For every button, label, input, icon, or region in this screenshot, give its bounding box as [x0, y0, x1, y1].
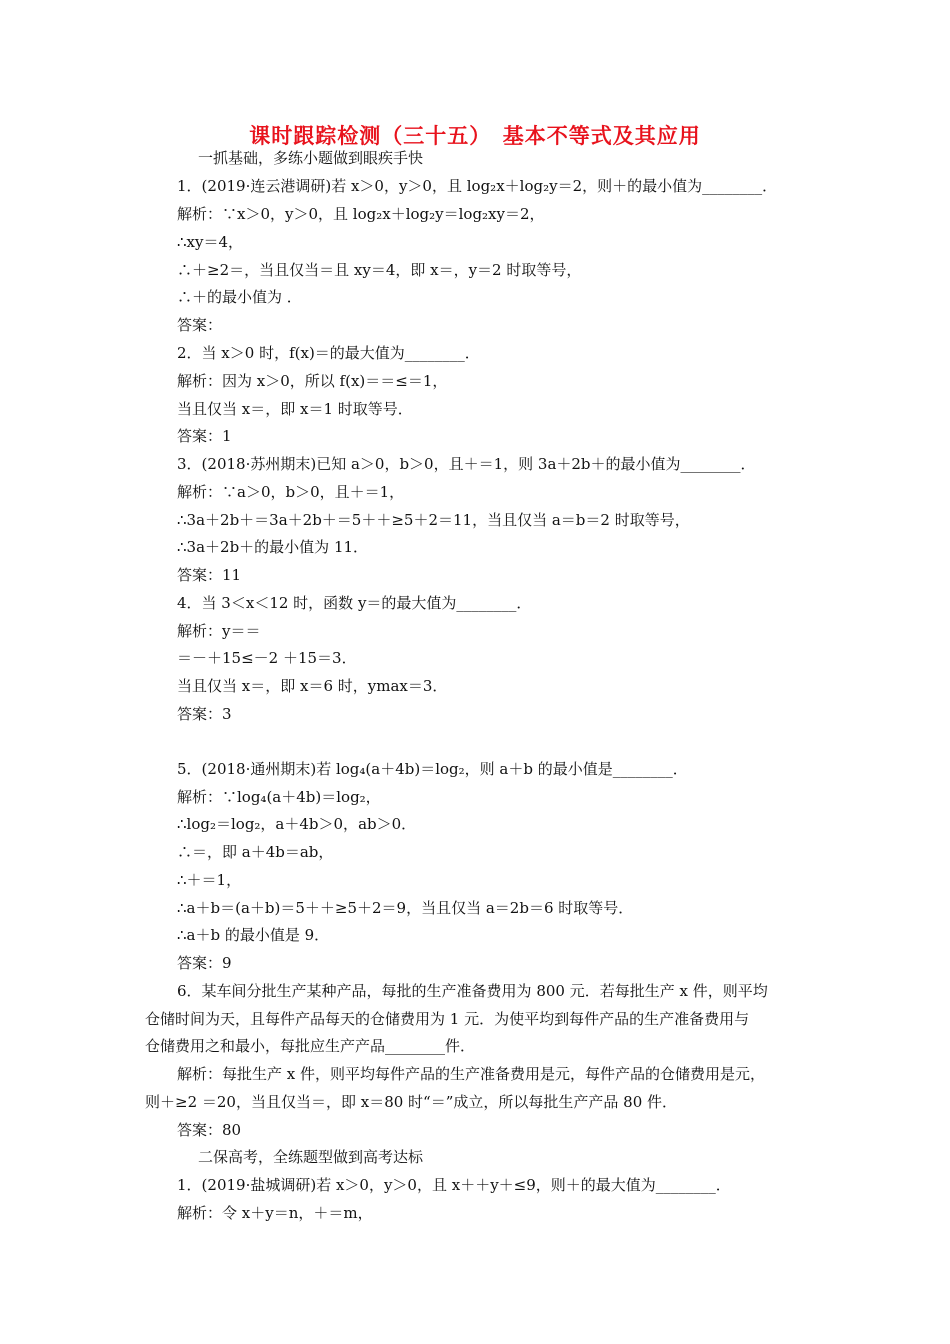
- text-line: 3．(2018·苏州期末)已知 a＞0，b＞0，且＋＝1，则 3a＋2b＋的最小值为________．: [177, 455, 756, 473]
- text-line: 6．某车间分批生产某种产品，每批的生产准备费用为 800 元．若每批生产 x 件，则平均: [177, 982, 768, 1000]
- text-line: 二保高考，全练题型做到高考达标: [198, 1148, 424, 1166]
- text-line: 答案：9: [177, 954, 232, 972]
- text-line: 1．(2019·连云港调研)若 x＞0，y＞0，且 log₂x＋log₂y＝2，则＋的最小值为________．: [177, 177, 778, 195]
- text-line: 当且仅当 x＝，即 x＝6 时，ymax＝3．: [177, 677, 448, 695]
- text-line: ∴＋≥2＝，当且仅当＝且 xy＝4，即 x＝，y＝2 时取等号，: [177, 261, 582, 279]
- text-line: ∴＋的最小值为 ．: [177, 288, 302, 306]
- text-line: 答案：: [177, 316, 223, 334]
- text-line: 则＋≥2 ＝20，当且仅当＝，即 x＝80 时“＝”成立，所以每批生产产品 80 件．: [145, 1093, 678, 1111]
- text-line: 一抓基础，多练小题做到眼疾手快: [198, 149, 424, 167]
- text-line: 当且仅当 x＝，即 x＝1 时取等号．: [177, 400, 413, 418]
- text-line: ∴＋＝1，: [177, 871, 242, 889]
- text-line: ∴a＋b 的最小值是 9．: [177, 926, 330, 944]
- text-line: ∴xy＝4，: [177, 233, 244, 251]
- text-line: 5．(2018·通州期末)若 log₄(a＋4b)＝log₂，则 a＋b 的最小值是________．: [177, 760, 688, 778]
- text-line: 答案：3: [177, 705, 232, 723]
- text-line: 解析：令 x＋y＝n，＋＝m，: [177, 1204, 373, 1222]
- page-title: 课时跟踪检测（三十五） 基本不等式及其应用: [249, 123, 701, 148]
- text-line: 解析：每批生产 x 件，则平均每件产品的生产准备费用是元，每件产品的仓储费用是元，: [177, 1065, 765, 1083]
- text-line: 解析：因为 x＞0，所以 f(x)＝＝≤＝1，: [177, 372, 448, 390]
- text-line: 答案：1: [177, 427, 232, 445]
- text-line: ∴log₂＝log₂，a＋4b＞0，ab＞0．: [177, 815, 417, 833]
- text-line: 答案：80: [177, 1121, 242, 1139]
- text-line: 解析：∵x＞0，y＞0，且 log₂x＋log₂y＝log₂xy＝2，: [177, 205, 545, 223]
- text-line: 2．当 x＞0 时，f(x)＝的最大值为________．: [177, 344, 480, 362]
- text-line: 仓储时间为天，且每件产品每天的仓储费用为 1 元．为使平均到每件产品的生产准备费用与: [145, 1010, 750, 1028]
- text-line: 解析：∵a＞0，b＞0，且＋＝1，: [177, 483, 405, 501]
- text-line: ∴3a＋2b＋的最小值为 11．: [177, 538, 369, 556]
- text-line: ∴a＋b＝(a＋b)＝5＋＋≥5＋2＝9，当且仅当 a＝2b＝6 时取等号．: [177, 899, 634, 917]
- text-line: 解析：y＝＝: [177, 622, 261, 640]
- text-line: ∴3a＋2b＋＝3a＋2b＋＝5＋＋≥5＋2＝11，当且仅当 a＝b＝2 时取等号，: [177, 511, 690, 529]
- text-line: 仓储费用之和最小，每批应生产产品________件．: [145, 1037, 476, 1055]
- text-line: ∴＝，即 a＋4b＝ab，: [177, 843, 334, 861]
- text-line: 答案：11: [177, 566, 242, 584]
- text-line: ＝－＋15≤－2 ＋15＝3．: [177, 649, 357, 667]
- text-line: 1．(2019·盐城调研)若 x＞0，y＞0，且 x＋＋y＋≤9，则＋的最大值为________．: [177, 1176, 731, 1194]
- text-line: 4．当 3＜x＜12 时，函数 y＝的最大值为________．: [177, 594, 532, 612]
- text-line: 解析：∵log₄(a＋4b)＝log₂，: [177, 788, 381, 806]
